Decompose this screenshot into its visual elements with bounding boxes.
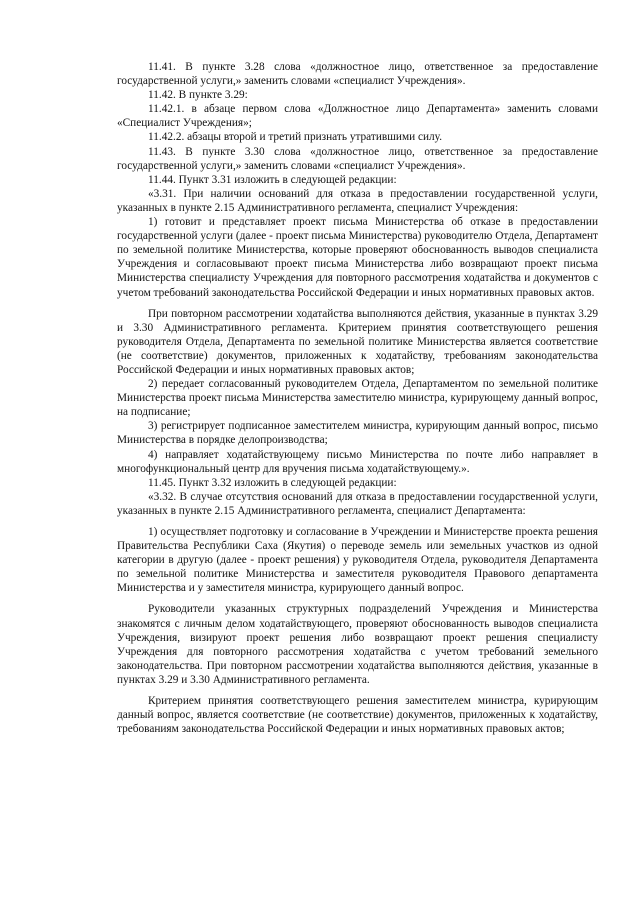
paragraph-3-31-item-1: 1) готовит и представляет проект письма Министерства об отказе в предоставлении государственной услуги (далее - проект письма Министерства) руководителю Отдела, Департамент по земельной политике Министерства, которые проверяют обоснованность выводов специалиста Учреждения и согласовывают проект письма Министерства либо возвращают проект письма Министерства специалисту Учреждения для повторного рассмотрения ходатайства и документов с учетом требований законодательства Российской Федерации и иных нормативных правовых актов. (117, 216, 598, 299)
paragraph-3-31-item-4: 4) направляет ходатайствующему письмо Министерства по почте либо направляет в многофункциональный центр для вручения письма ходатайствующему.». (117, 448, 598, 475)
paragraph-11-43: 11.43. В пункте 3.30 слова «должностное лицо, ответственное за предоставление государственной услуги,» заменить словами «специалист Учреждения». (117, 145, 598, 172)
paragraph-3-31-item-3: 3) регистрирует подписанное заместителем министра, курирующим данный вопрос, письмо Министерства в порядке делопроизводства; (117, 420, 598, 447)
paragraph-3-32-criterion: Критерием принятия соответствующего решения заместителем министра, курирующим данный вопрос, является соответствие (не соответствие) документов, приложенных к ходатайству, требованиям законодательства Российской Федерации и иных нормативных правовых актов; (117, 695, 598, 736)
paragraph-11-41: 11.41. В пункте 3.28 слова «должностное лицо, ответственное за предоставление государственной услуги,» заменить словами «специалист Учреждения». (117, 61, 598, 88)
document-page (117, 60, 598, 736)
paragraph-3-31-item-2: 2) передает согласованный руководителем Отдела, Департаментом по земельной политике Министерства проект письма Министерства заместителю министра, курирующему данный вопрос, на подписание; (117, 378, 598, 419)
paragraph-3-32-item-1: 1) осуществляет подготовку и согласование в Учреждении и Министерстве проекта решения Правительства Республики Саха (Якутия) о переводе земель или земельных участков из одной категории в другую (далее - проект решения) у руководителя Отдела, руководителя Департамента по земельной политике Министерства и заместителя руководителя Правового департамента Министерства и у заместителя министра, курирующего данный вопрос. (117, 526, 598, 595)
paragraph-3-31: «3.31. При наличии оснований для отказа в предоставлении государственной услуги, указанных в пункте 2.15 Административного регламента, специалист Учреждения: (117, 187, 598, 214)
paragraph-3-32-heads: Руководители указанных структурных подразделений Учреждения и Министерства знакомятся с личным делом ходатайствующего, проверяют обоснованность выводов специалиста Учреждения, визируют проект решения либо возвращают проект решения специалисту Учреждения для повторного рассмотрения ходатайства с учетом требований земельного законодательства. При повторном рассмотрении ходатайства выполняются действия, указанные в пунктах 3.29 и 3.30 Административного регламента. (117, 603, 598, 686)
paragraph-11-42-2: 11.42.2. абзацы второй и третий признать утратившими силу. (148, 131, 443, 144)
paragraph-11-42: 11.42. В пункте 3.29: (148, 89, 248, 102)
paragraph-11-44: 11.44. Пункт 3.31 изложить в следующей редакции: (148, 173, 397, 186)
paragraph-3-31-repeat-review: При повторном рассмотрении ходатайства выполняются действия, указанные в пунктах 3.29 и 3.30 Административного регламента. Критерием принятия соответствующего решения руководителя Отдела, Департамента по земельной политике Министерства является соответствие (не соответствие) документов, приложенных к ходатайству, требованиям законодательства Российской Федерации и иных нормативных правовых актов; (117, 307, 598, 376)
paragraph-11-45: 11.45. Пункт 3.32 изложить в следующей редакции: (148, 476, 397, 489)
paragraph-3-32: «3.32. В случае отсутствия оснований для отказа в предоставлении государственной услуги, указанных в пункте 2.15 Административного регламента, специалист Департамента: (117, 490, 598, 517)
paragraph-11-42-1: 11.42.1. в абзаце первом слова «Должностное лицо Департамента» заменить словами «Специалист Учреждения»; (117, 103, 598, 130)
